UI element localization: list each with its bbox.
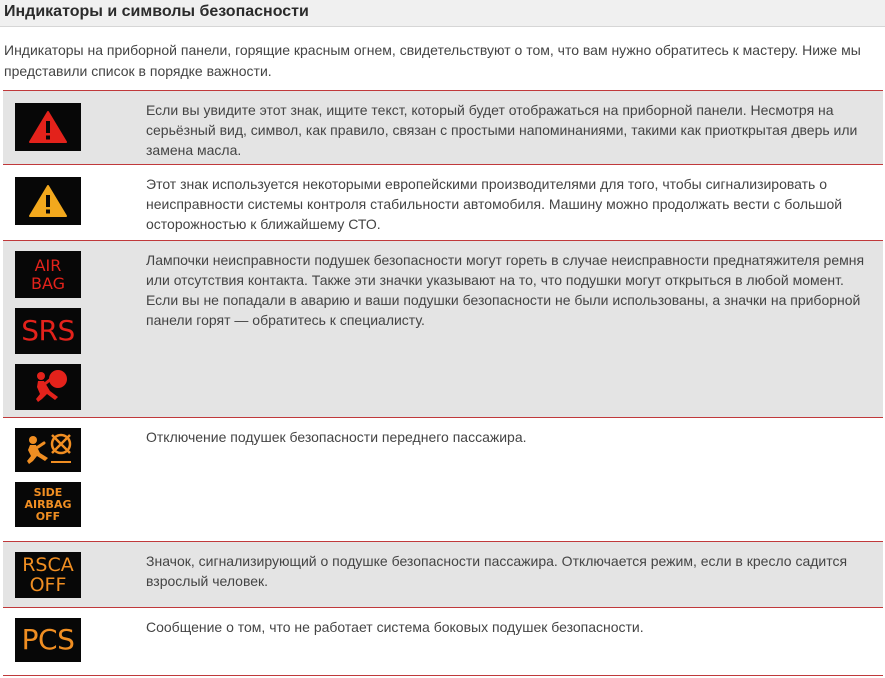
side-airbag-line3: OFF <box>35 509 61 523</box>
srs-label: SRS <box>21 314 75 347</box>
rsca-line1: RSCA <box>22 554 74 576</box>
intro-paragraph: Индикаторы на приборной панели, горящие красным огнем, свидетельствуют о том, что вам нужно обратитесь к мастеру. Ниже мы представили список в порядке важности. <box>4 42 861 79</box>
airbag-line2: BAG <box>30 273 66 293</box>
red-warning-triangle-icon <box>15 103 81 151</box>
icon-cell <box>3 608 127 676</box>
table-row <box>3 241 883 418</box>
yellow-warning-triangle-icon <box>15 177 81 225</box>
indicators-table <box>3 90 883 676</box>
icon-cell <box>3 165 127 241</box>
title-bar <box>0 0 885 27</box>
description-cell: Сообщение о том, что не работает система боковых подушек безопасности. <box>127 608 883 676</box>
description-cell: Отключение подушек безопасности переднего пассажира. <box>127 418 883 542</box>
side-airbag-off-icon <box>15 482 81 527</box>
seated-person-airbag-icon <box>15 364 81 410</box>
description-cell: Лампочки неисправности подушек безопасности могут гореть в случае неисправности преднатяжителя ремня или отсутствия контакта. Также эти значки указывают на то, что подушки могут открыться в любой момент. Если вы не попадали в аварию и ваши подушки безопасности не были использованы, а значки на приборной панели горят — обратитесь к специалисту. <box>127 241 883 418</box>
pcs-label: PCS <box>21 623 75 656</box>
table-row <box>3 165 883 241</box>
table-row <box>3 542 883 608</box>
airbag-line1: AIR <box>34 255 62 275</box>
srs-icon <box>15 308 81 354</box>
pcs-icon <box>15 618 81 662</box>
description-cell: Значок, сигнализирующий о подушке безопасности пассажира. Отключается режим, если в кресло садится взрослый человек. <box>127 542 883 608</box>
rsca-line2: OFF <box>29 574 67 596</box>
description-cell: Этот знак используется некоторыми европейскими производителями для того, чтобы сигнализировать о неисправности системы контроля стабильности автомобиля. Машину можно продолжать вести с большой осторожностью к ближайшему СТО. <box>127 165 883 241</box>
passenger-airbag-off-icon <box>15 428 81 472</box>
description-cell: Если вы увидите этот знак, ищите текст, который будет отображаться на приборной панели. Несмотря на серьёзный вид, символ, как правило, связан с простыми напоминаниями, такими как приоткрытая дверь или замена масла. <box>127 91 883 165</box>
table-row <box>3 608 883 676</box>
page-title: Индикаторы и символы безопасности <box>4 3 309 20</box>
icon-cell <box>3 241 127 418</box>
airbag-text-icon <box>15 251 81 298</box>
icon-cell <box>3 542 127 608</box>
side-airbag-line1: SIDE <box>33 485 63 499</box>
side-airbag-line2: AIRBAG <box>24 497 72 511</box>
rsca-off-icon <box>15 552 81 598</box>
table-row <box>3 418 883 542</box>
icon-cell <box>3 418 127 542</box>
table-row <box>3 91 883 165</box>
icon-cell <box>3 91 127 165</box>
